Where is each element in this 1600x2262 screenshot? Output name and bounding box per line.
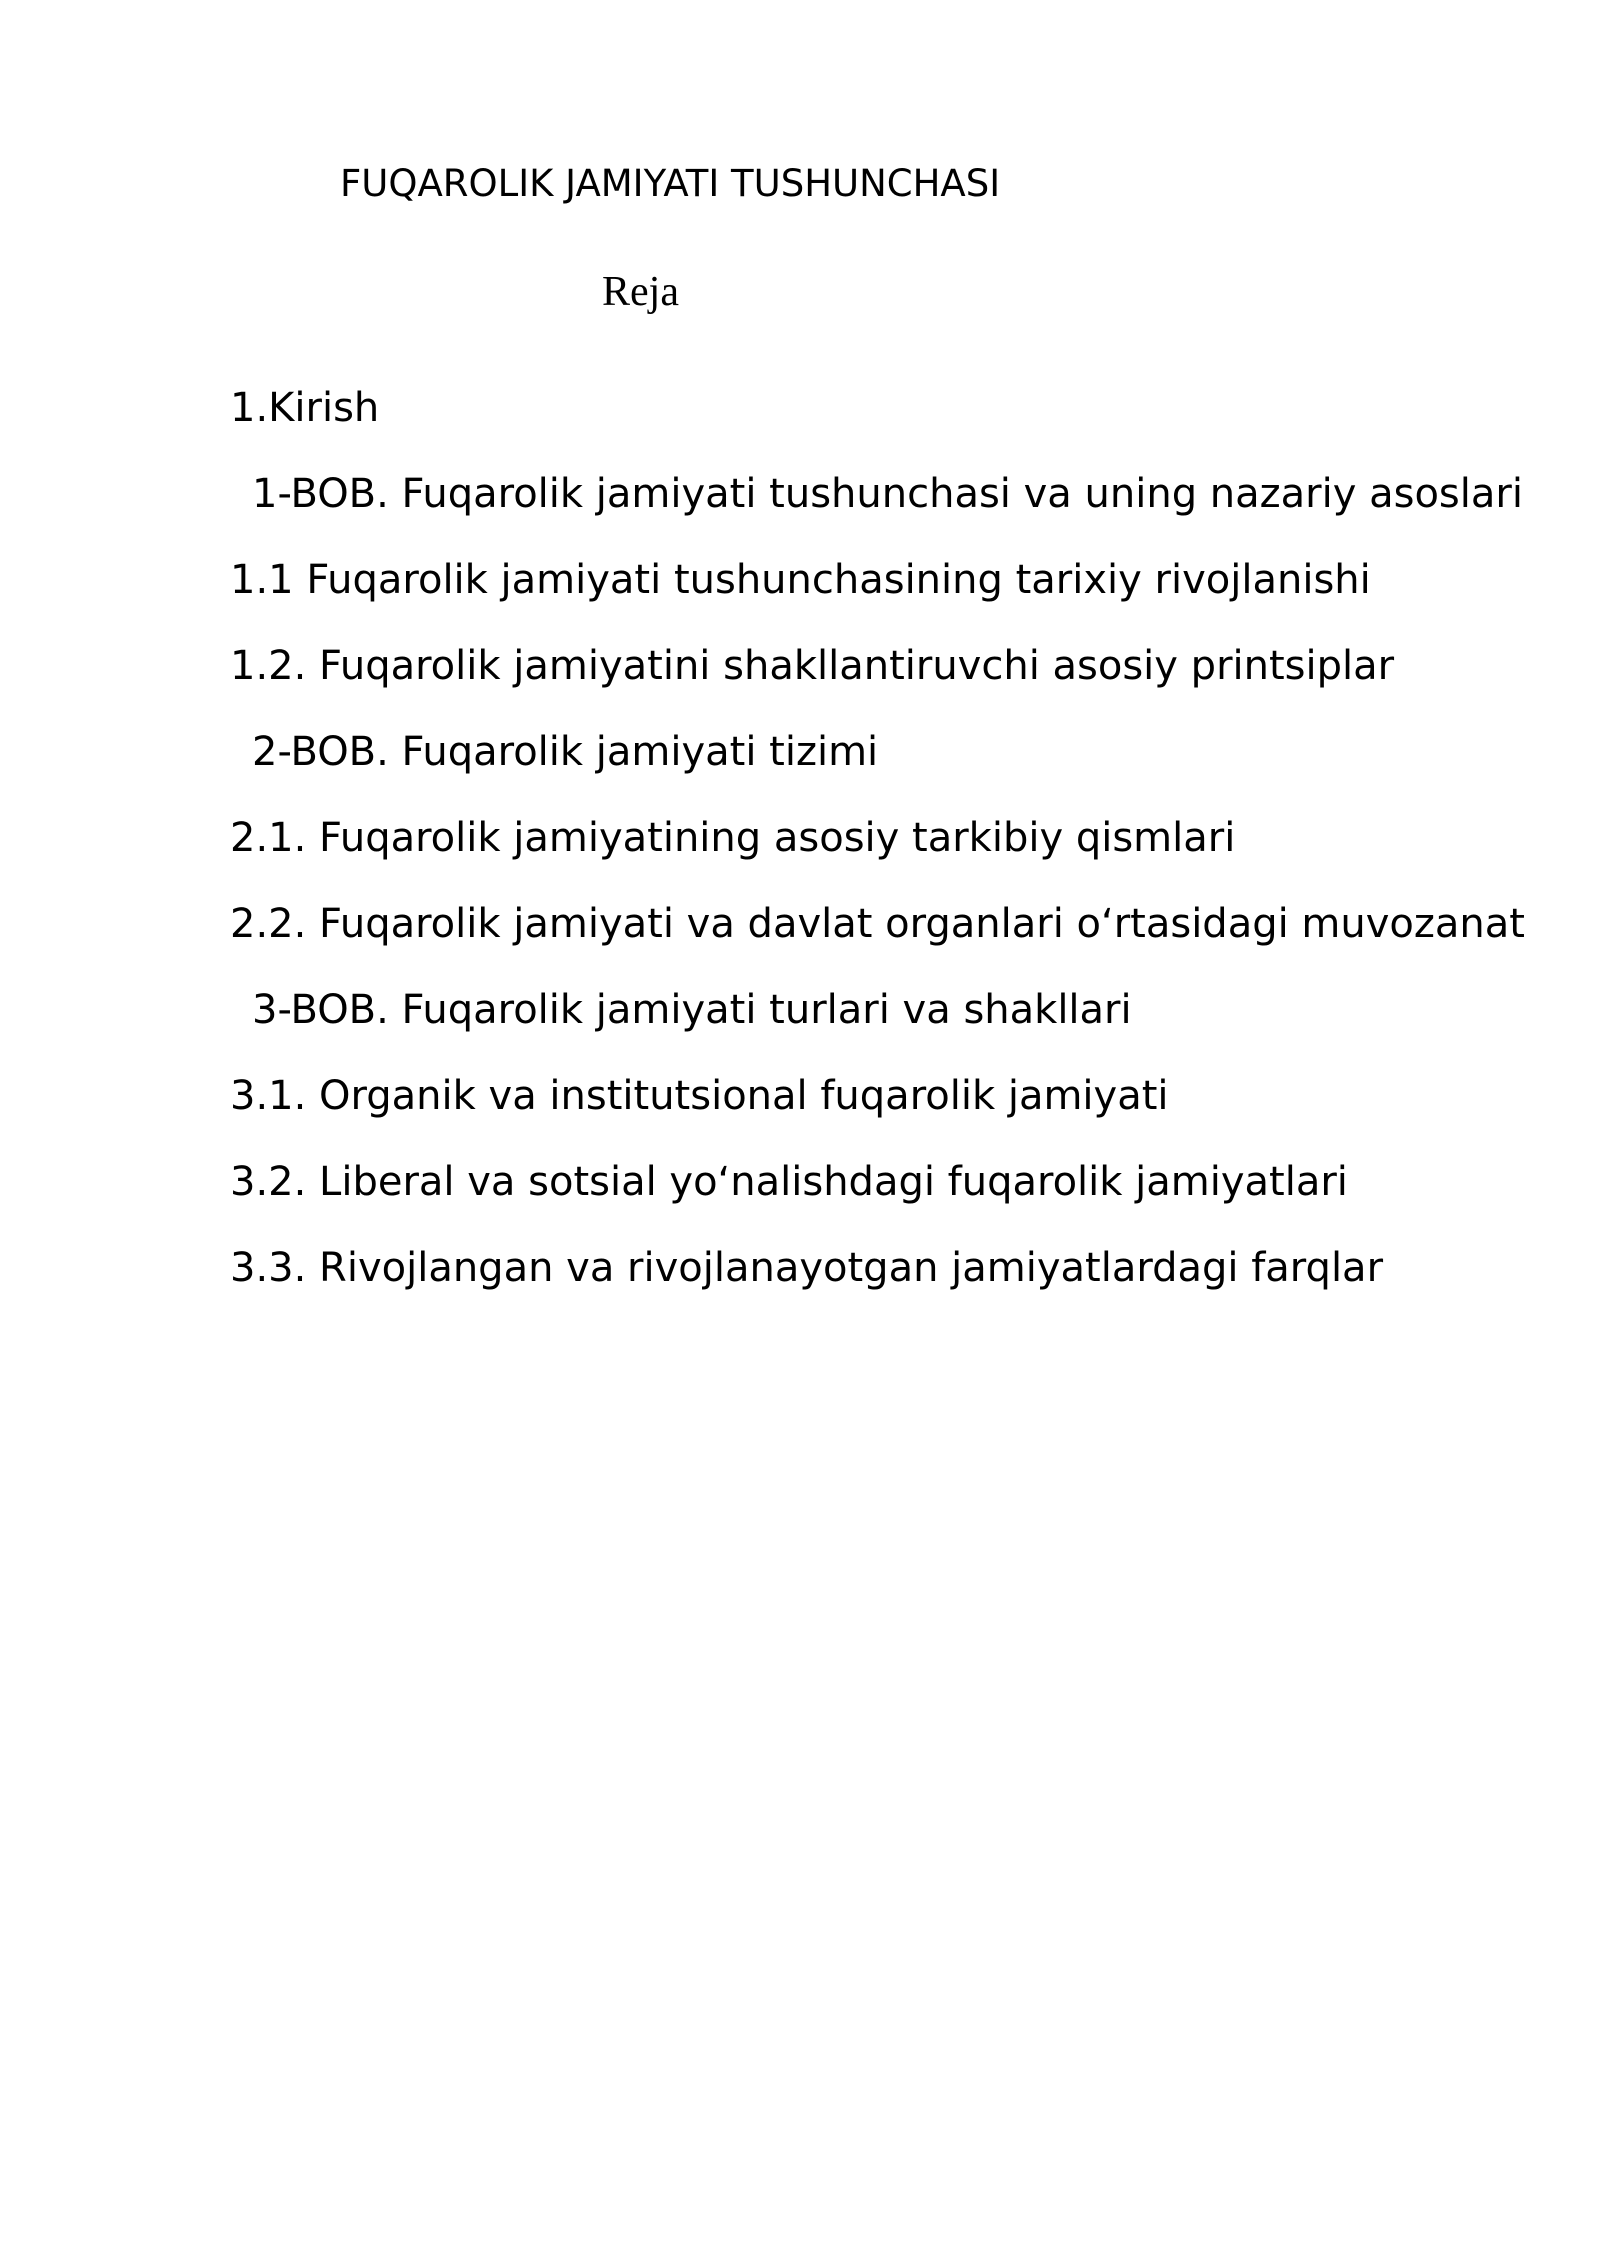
plan-heading: Reja [602,269,679,315]
toc-item-2-1: 2.1. Fuqarolik jamiyatining asosiy tarkibiy qismlari [230,815,1236,861]
toc-chapter-1: 1-BOB. Fuqarolik jamiyati tushunchasi va uning nazariy asoslari [252,471,1523,517]
toc-chapter-2: 2-BOB. Fuqarolik jamiyati tizimi [252,729,879,775]
toc-item-1-1: 1.1 Fuqarolik jamiyati tushunchasining tarixiy rivojlanishi [230,557,1371,603]
table-of-contents [230,365,1525,1311]
toc-item-3-2: 3.2. Liberal va sotsial yo‘nalishdagi fuqarolik jamiyatlari [230,1159,1348,1205]
toc-chapter-3: 3-BOB. Fuqarolik jamiyati turlari va shakllari [252,987,1132,1033]
toc-item-1-2: 1.2. Fuqarolik jamiyatini shakllantiruvchi asosiy printsiplar [230,643,1395,689]
toc-item-intro: 1.Kirish [230,385,380,431]
toc-item-3-1: 3.1. Organik va institutsional fuqarolik jamiyati [230,1073,1169,1119]
document-title: FUQAROLIK JAMIYATI TUSHUNCHASI [340,162,1001,205]
toc-item-2-2: 2.2. Fuqarolik jamiyati va davlat organlari o‘rtasidagi muvozanat [230,901,1525,947]
toc-item-3-3: 3.3. Rivojlangan va rivojlanayotgan jamiyatlardagi farqlar [230,1245,1384,1291]
